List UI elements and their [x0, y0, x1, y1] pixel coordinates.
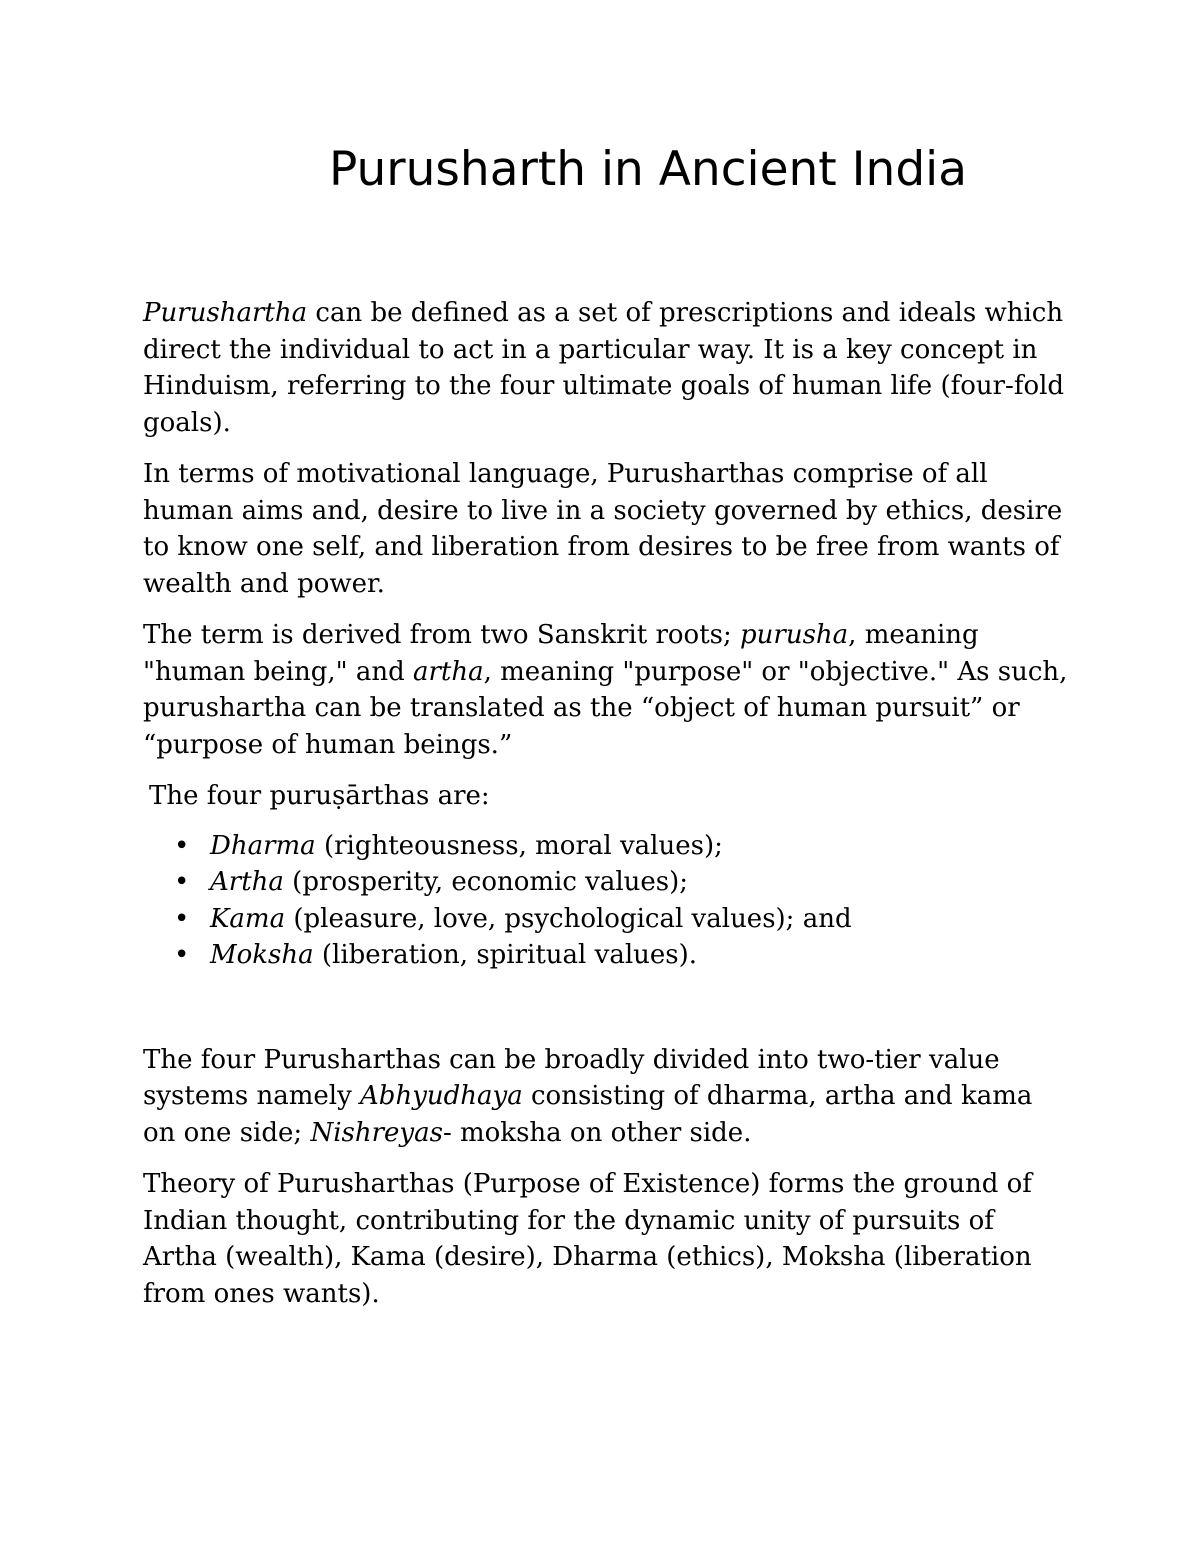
etymology-text-b: , meaning "human being," and — [143, 620, 979, 687]
two-tier-text-c: - moksha on other side. — [442, 1117, 752, 1148]
term-purusha: purusha — [740, 620, 849, 650]
bullet-icon: • — [174, 903, 190, 934]
purushartha-list — [143, 828, 1073, 974]
list-item-desc: (prosperity, economic values); — [283, 867, 689, 897]
list-item — [174, 937, 1073, 974]
term-purushartha: Purushartha — [143, 298, 308, 328]
document-body — [143, 295, 1073, 1327]
list-item — [174, 864, 1073, 901]
term-artha: artha — [413, 656, 484, 687]
list-item-term: Moksha — [210, 940, 314, 970]
list-item-desc: (liberation, spiritual values). — [313, 940, 698, 970]
etymology-text-c: , meaning "purpose" or "objective." As such, purushartha can be translated as the “object of human pursuit” or “purpose of human beings.” — [143, 656, 1068, 760]
list-item-desc: (pleasure, love, psychological values); and — [285, 903, 852, 934]
paragraph-etymology — [143, 617, 1073, 763]
list-item-term: Dharma — [210, 830, 316, 861]
document-title: Purusharth in Ancient India — [329, 142, 968, 197]
etymology-text-a: The term is derived from two Sanskrit roots; — [143, 620, 741, 650]
bullet-icon: • — [174, 830, 190, 861]
two-tier-text-b: consisting of dharma, artha and kama on one side; — [143, 1081, 1033, 1148]
bullet-icon: • — [174, 940, 190, 970]
bullet-icon: • — [174, 867, 190, 897]
list-item-term: Kama — [210, 903, 286, 934]
two-tier-text-a: The four Purusharthas can be broadly divided into two-tier value systems namely — [143, 1044, 1000, 1111]
term-nishreyas: Nishreyas — [310, 1117, 443, 1148]
paragraph-theory: Theory of Purusharthas (Purpose of Existence) forms the ground of Indian thought, contributing for the dynamic unity of pursuits of Artha (wealth), Kama (desire), Dharma (ethics), Moksha (liberation from ones wants). — [143, 1169, 1032, 1309]
list-item — [174, 901, 1073, 938]
list-intro: The four puruṣārthas are: — [149, 781, 490, 811]
list-item — [174, 828, 1073, 865]
list-item-term: Artha — [210, 867, 284, 897]
paragraph-definition — [143, 295, 1073, 441]
paragraph-motivational: In terms of motivational language, Purusharthas comprise of all human aims and, desire to live in a society governed by ethics, desire to know one self, and liberation from desires to be free from wants of wealth and power. — [143, 459, 1063, 599]
paragraph-two-tier — [143, 1042, 1073, 1152]
term-abhyudhaya: Abhyudhaya — [360, 1081, 523, 1111]
paragraph-definition-text: can be defined as a set of prescriptions and ideals which direct the individual to act in a particular way. It is a key concept in Hinduism, referring to the four ultimate goals of human life (four-fold goals). — [143, 298, 1065, 438]
list-item-desc: (righteousness, moral values); — [315, 830, 723, 861]
